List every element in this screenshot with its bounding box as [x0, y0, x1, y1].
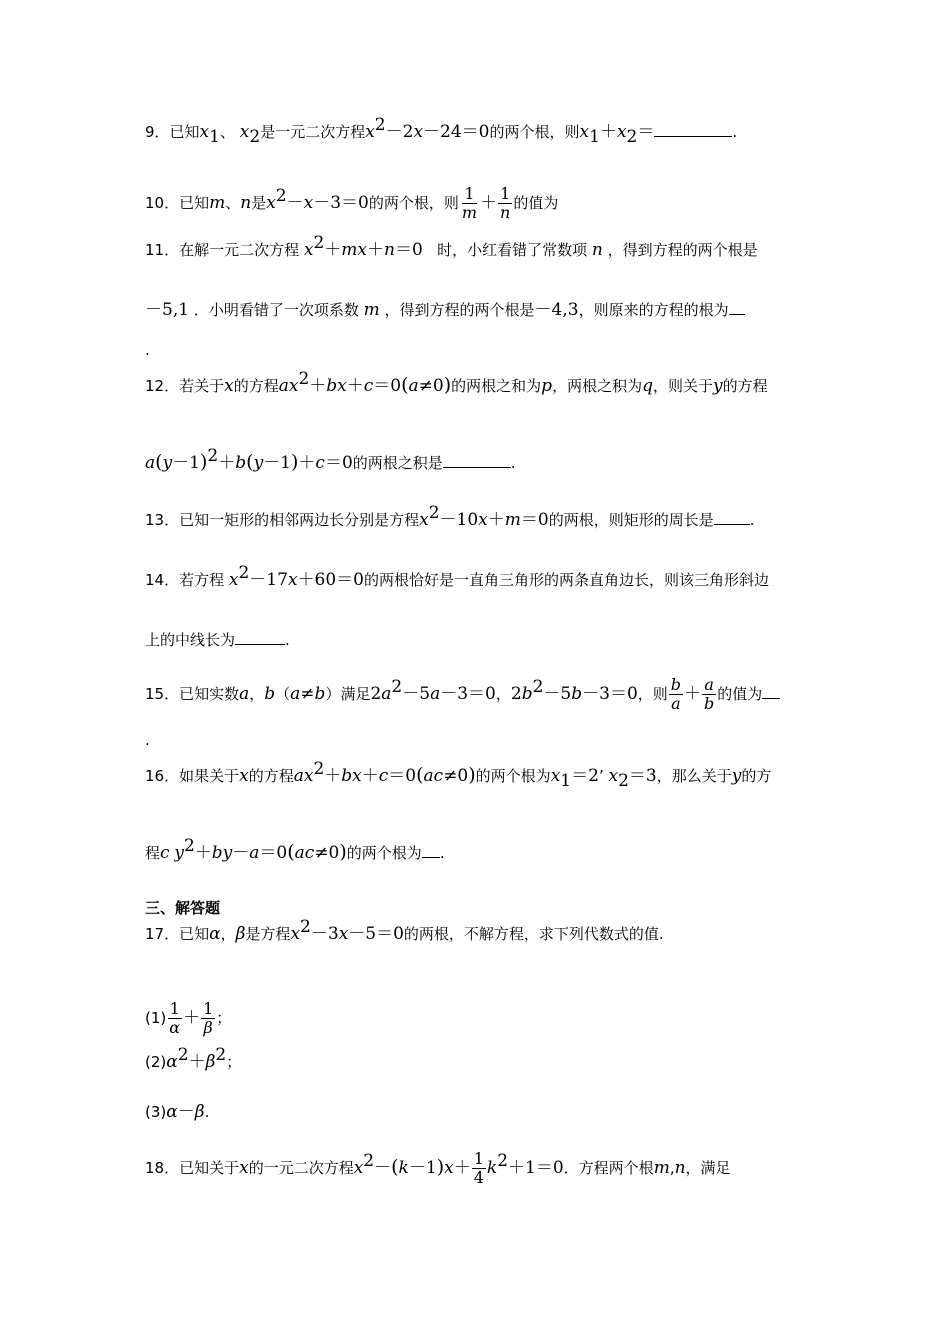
- answer-blank[interactable]: [654, 122, 732, 137]
- answer-blank[interactable]: [422, 843, 440, 858]
- question-11-line2: －5,1 ．小明看错了一次项系数 m ，得到方程的两个根是－4,3，则原来的方程的根为: [145, 300, 745, 320]
- question-15-line2: .: [145, 731, 150, 749]
- question-17: 17．已知α，β是方程$x^2-3x-5=0$的两根，不解方程，求下列代数式的值.: [145, 917, 664, 944]
- answer-blank[interactable]: [714, 510, 750, 525]
- question-18: 18．已知关于x的一元二次方程$x^2-(k-1)x+$ $\frac{1}{4}$ $k^2+1=0$．方程两个根m,n，满足: [145, 1149, 731, 1187]
- question-14-line2: 上的中线长为 .: [145, 631, 290, 649]
- answer-blank[interactable]: [235, 630, 285, 645]
- question-17-part3: (3)α－β.: [145, 1102, 210, 1122]
- question-16-line2: 程c $y^2+by-a=0(ac\ne 0)$的两个根为 .: [145, 836, 445, 863]
- question-16: 16．如果关于x的方程$ax^2+bx+c=0(ac\ne 0)$的两个根为$x_1=2$’ $x_2=3$，那么关于y的方: [145, 759, 772, 791]
- question-12-line2: $a(y-1)^2+b(y-1)+c=0$的两根之积是 .: [145, 446, 516, 473]
- question-13: 13．已知一矩形的相邻两边长分别是方程$x^2-10x+m=0$的两根，则矩形的周长是 .: [145, 503, 755, 530]
- question-9: 9．已知$x_1$、 $x_2$是一元二次方程$x^2-2x-24=0$的两个根，则$x_1+x_2=$ .: [145, 115, 738, 147]
- question-11-line3: .: [145, 341, 150, 359]
- answer-blank[interactable]: [762, 684, 780, 699]
- question-12: 12．若关于x的方程$ax^2+bx+c=0(a\ne 0)$的两根之和为p，两根之积为q，则关于y的方程: [145, 369, 768, 396]
- question-10: 10．已知m、n是$x^2-x-3=0$的两个根，则 $\frac{1}{m}$ ＋ $\frac{1}{n}$ 的值为: [145, 184, 559, 222]
- answer-blank[interactable]: [443, 453, 511, 468]
- answer-blank[interactable]: [729, 300, 745, 315]
- question-14: 14．若方程 $x^2-17x+60=0$的两根恰好是一直角三角形的两条直角边长，则该三角形斜边: [145, 563, 769, 590]
- question-15: 15．已知实数a，b（a≠b）满足$2a^2-5a-3=0$，$2b^2-5b-3=0$，则 $\frac{b}{a}$ ＋ $\frac{a}{b}$ 的值为: [145, 676, 780, 713]
- q9-text: 9．已知: [145, 123, 200, 141]
- question-17-part2: $(2)\alpha^2+\beta^2$；: [145, 1045, 242, 1072]
- section-heading: 三、解答题: [145, 899, 221, 917]
- question-17-part1: (1) $\frac{1}{\alpha}$ ＋ $\frac{1}{\beta}$ ；: [145, 999, 232, 1037]
- question-11: 11．在解一元二次方程 $x^2+mx+n=0$ 时，小红看错了常数项 n ，得到方程的两个根是: [145, 233, 758, 260]
